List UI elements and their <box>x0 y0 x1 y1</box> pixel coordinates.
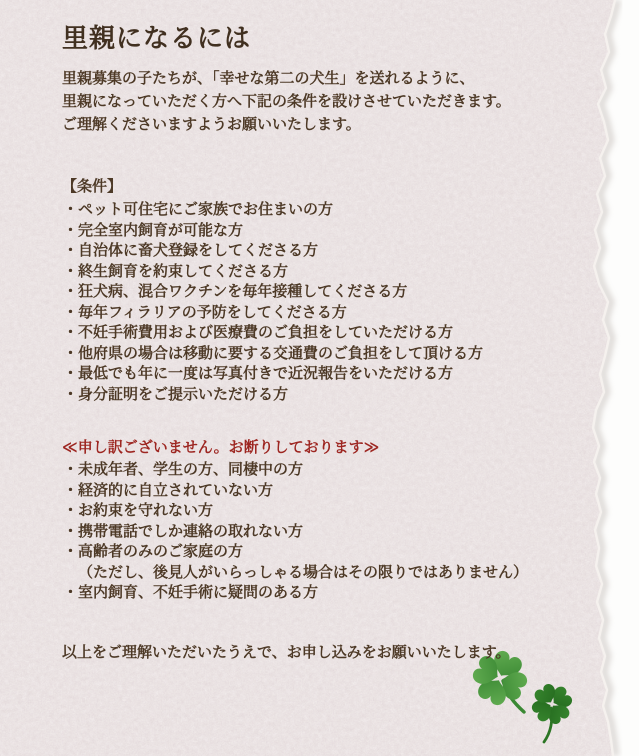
condition-item <box>62 221 577 242</box>
condition-text: 毎年フィラリアの予防をしてくださる方 <box>78 303 347 321</box>
declined-list <box>62 460 577 604</box>
condition-item <box>62 241 577 262</box>
condition-text: ペット可住宅にご家族でお住まいの方 <box>78 201 334 218</box>
condition-item <box>62 385 577 406</box>
declined-item <box>62 542 577 583</box>
condition-item <box>62 303 577 324</box>
bullet-marker: ・ <box>63 242 79 259</box>
declined-item <box>62 460 577 481</box>
bullet-marker: ・ <box>63 283 79 300</box>
page-content <box>62 0 577 663</box>
bullet-marker: ・ <box>63 543 79 560</box>
bullet-marker: ・ <box>63 481 79 499</box>
bullet-marker: ・ <box>63 303 79 321</box>
declined-item <box>62 583 577 604</box>
condition-item <box>62 364 577 385</box>
closing-text: 以上をご理解いただいたうえで、お申し込みをお願いいたします。 <box>62 643 511 661</box>
page-title: 里親になるには <box>62 23 252 53</box>
declined-item <box>62 481 577 502</box>
bullet-marker: ・ <box>63 201 79 218</box>
bullet-marker: ・ <box>63 262 79 280</box>
intro-line: 里親募集の子たちが、「幸せな第二の犬生」を送れるように、 <box>62 70 475 87</box>
condition-text: 他府県の場合は移動に要する交通費のご負担をして頂ける方 <box>78 344 484 362</box>
condition-text: 最低でも年に一度は写真付きで近況報告をいただける方 <box>78 365 454 382</box>
conditions-list <box>62 200 577 405</box>
conditions-heading: 【条件】 <box>62 178 123 195</box>
declined-text: 室内飼育、不妊手術に疑問のある方 <box>78 584 319 601</box>
condition-item <box>62 262 577 283</box>
intro-paragraph <box>62 67 577 136</box>
condition-item <box>62 200 577 221</box>
condition-text: 終生飼育を約束してくださる方 <box>78 262 289 280</box>
bullet-marker: ・ <box>63 385 79 403</box>
declined-text: 未成年者、学生の方、同棲中の方 <box>78 461 304 478</box>
bullet-marker: ・ <box>63 344 79 362</box>
declined-text: お約束を守れない方 <box>78 502 214 519</box>
bullet-marker: ・ <box>63 221 79 239</box>
bullet-marker: ・ <box>63 584 79 601</box>
bullet-marker: ・ <box>63 324 79 341</box>
intro-line: ご理解くださいますようお願いいたします。 <box>62 116 361 133</box>
condition-item <box>62 344 577 365</box>
declined-item <box>62 522 577 543</box>
declined-item <box>62 501 577 522</box>
condition-item <box>62 282 577 303</box>
condition-item <box>62 323 577 344</box>
bullet-marker: ・ <box>63 461 79 478</box>
condition-text: 不妊手術費用および医療費のご負担をしていただける方 <box>78 324 454 341</box>
bullet-marker: ・ <box>63 502 79 519</box>
condition-text: 完全室内飼育が可能な方 <box>78 221 244 239</box>
bullet-marker: ・ <box>63 522 79 540</box>
bullet-marker: ・ <box>63 365 79 382</box>
declined-item-note: （ただし、後見人がいらっしゃる場合はその限りではありません） <box>78 563 529 581</box>
declined-text: 経済的に自立されていない方 <box>78 481 274 499</box>
declined-text: 高齢者のみのご家庭の方 <box>78 543 244 560</box>
declined-heading: ≪申し訳ございません。お断りしております≫ <box>62 439 380 456</box>
condition-text: 狂犬病、混合ワクチンを毎年接種してくださる方 <box>78 283 408 300</box>
condition-text: 身分証明をご提示いただける方 <box>78 385 289 403</box>
intro-line: 里親になっていただく方へ下記の条件を設けさせていただきます。 <box>62 93 511 110</box>
declined-text: 携帯電話でしか連絡の取れない方 <box>78 522 304 540</box>
condition-text: 自治体に畜犬登録をしてくださる方 <box>78 242 319 259</box>
